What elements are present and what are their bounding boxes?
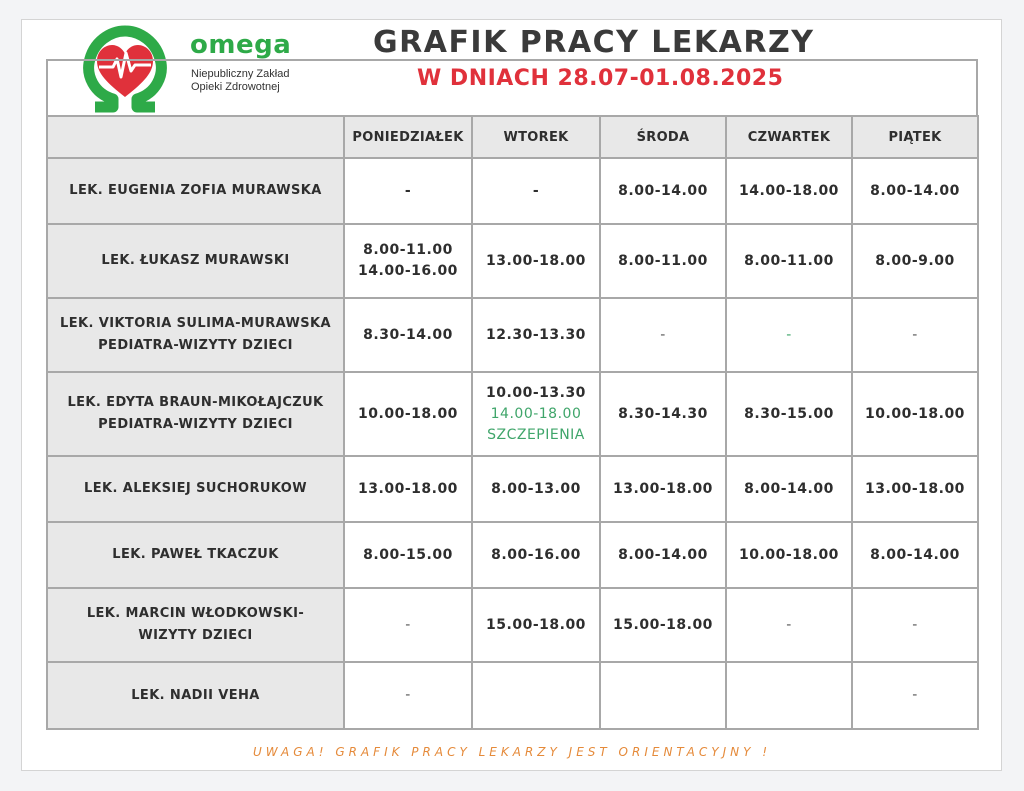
hours-text: 8.00-11.00: [363, 242, 453, 258]
day-header: PIĄTEK: [852, 116, 978, 158]
hours-cell: [726, 588, 852, 662]
hours-cell: [600, 588, 726, 662]
doctor-name-line: LEK. ALEKSIEJ SUCHORUKOW: [84, 481, 307, 496]
day-header: WTOREK: [472, 116, 600, 158]
hours-cell: [600, 224, 726, 298]
hours-cell: [600, 298, 726, 372]
doctor-name-line: PEDIATRA-WIZYTY DZIECI: [98, 417, 293, 432]
hours-text: 10.00-18.00: [739, 546, 839, 563]
doctor-row: [47, 224, 978, 298]
hours-text: 8.00-14.00: [618, 546, 708, 563]
hours-text: 8.00-14.00: [870, 546, 960, 563]
hours-cell: [726, 372, 852, 456]
hours-text: -: [912, 616, 918, 633]
hours-cell: [852, 588, 978, 662]
hours-text: 10.00-13.30: [486, 384, 586, 401]
hours-text: 8.00-11.00: [618, 252, 708, 269]
hours-cell: [472, 224, 600, 298]
doctor-name-line: LEK. EDYTA BRAUN-MIKOŁAJCZUK: [67, 395, 324, 410]
hours-text: -: [912, 687, 918, 703]
doctor-name-cell: [47, 456, 344, 522]
hours-cell: [726, 298, 852, 372]
doctor-name-cell: [47, 298, 344, 372]
date-range-subtitle: W DNIACH 28.07-01.08.2025: [417, 66, 784, 91]
doctor-row: [47, 158, 978, 224]
hours-text: 14.00-16.00: [358, 263, 458, 279]
doctor-name-cell: [47, 158, 344, 224]
doctor-name-cell: [47, 588, 344, 662]
brand-subtitle-line1: Niepubliczny Zakład: [191, 68, 290, 80]
hours-text: 8.00-14.00: [618, 182, 708, 199]
hours-text: 15.00-18.00: [486, 616, 586, 633]
hours-text: 8.00-16.00: [491, 546, 581, 563]
hours-text: 8.00-14.00: [744, 480, 834, 497]
hours-text: 8.00-13.00: [491, 480, 581, 497]
hours-cell: [344, 158, 472, 224]
brand-name: omega: [190, 30, 292, 60]
doctor-name-line: LEK. VIKTORIA SULIMA-MURAWSKA: [60, 316, 331, 331]
vaccination-hours: 14.00-18.00: [490, 405, 582, 422]
hours-text: -: [532, 182, 540, 199]
page-title: GRAFIK PRACY LEKARZY: [373, 25, 815, 60]
vaccination-hours: SZCZEPIENIA: [487, 426, 585, 443]
hours-cell: [472, 456, 600, 522]
hours-text: 14.00-18.00: [739, 182, 839, 199]
hours-text: 10.00-18.00: [358, 405, 458, 422]
hours-cell: [600, 372, 726, 456]
hours-cell: [852, 522, 978, 588]
doctor-row: [47, 522, 978, 588]
hours-text: 8.00-9.00: [875, 252, 955, 269]
hours-cell: [852, 662, 978, 729]
hours-cell: [344, 588, 472, 662]
doctor-row: [47, 372, 978, 456]
doctor-row: [47, 662, 978, 729]
hours-cell: [472, 372, 600, 456]
hours-cell: [852, 158, 978, 224]
hours-text: 8.30-14.00: [363, 326, 453, 343]
hours-cell: [726, 158, 852, 224]
hours-cell: [472, 588, 600, 662]
hours-text: 8.00-14.00: [870, 182, 960, 199]
doctor-row: [47, 456, 978, 522]
doctor-name-cell: [47, 372, 344, 456]
hours-text: -: [786, 616, 792, 633]
day-header: CZWARTEK: [726, 116, 852, 158]
hours-cell: [726, 224, 852, 298]
hours-cell: [600, 158, 726, 224]
hours-cell: [472, 158, 600, 224]
hours-cell: [852, 372, 978, 456]
hours-text: -: [660, 326, 666, 343]
table-corner-cell: [47, 116, 344, 158]
day-header: ŚRODA: [600, 116, 726, 158]
hours-cell: [472, 662, 600, 729]
day-header: PONIEDZIAŁEK: [344, 116, 472, 158]
hours-text: 13.00-18.00: [358, 480, 458, 497]
hours-cell: [600, 522, 726, 588]
hours-text: -: [405, 687, 411, 703]
doctor-name-line: LEK. EUGENIA ZOFIA MURAWSKA: [69, 183, 322, 198]
doctor-name-cell: [47, 224, 344, 298]
doctor-row: [47, 588, 978, 662]
hours-text: 8.30-14.30: [618, 405, 708, 422]
hours-text: 13.00-18.00: [613, 480, 713, 497]
hours-cell: [344, 372, 472, 456]
hours-cell: [852, 456, 978, 522]
doctor-name-line: LEK. ŁUKASZ MURAWSKI: [101, 253, 290, 268]
hours-cell: [472, 298, 600, 372]
hours-cell: [600, 662, 726, 729]
hours-cell: [344, 662, 472, 729]
hours-text: 8.30-15.00: [744, 405, 834, 422]
doctor-name-cell: [47, 522, 344, 588]
hours-text: 15.00-18.00: [613, 616, 713, 633]
hours-text: 8.00-15.00: [363, 546, 453, 563]
doctor-name-line: LEK. NADII VEHA: [131, 687, 260, 703]
doctor-row: [47, 298, 978, 372]
hours-text: -: [912, 326, 918, 343]
doctor-name-line: WIZYTY DZIECI: [138, 628, 253, 643]
hours-text: 12.30-13.30: [486, 326, 586, 343]
table-header-row: [47, 116, 978, 158]
hours-cell: [344, 224, 472, 298]
hours-cell: [852, 224, 978, 298]
hours-text: -: [404, 182, 412, 199]
hours-cell: [344, 522, 472, 588]
doctor-name-line: LEK. MARCIN WŁODKOWSKI-: [86, 606, 305, 621]
hours-text: -: [405, 616, 411, 633]
hours-text: 13.00-18.00: [486, 252, 586, 269]
hours-cell: [344, 456, 472, 522]
brand-subtitle-line2: Opieki Zdrowotnej: [191, 81, 280, 93]
doctor-name-line: LEK. PAWEŁ TKACZUK: [112, 547, 279, 562]
disclaimer-note: UWAGA! GRAFIK PRACY LEKARZY JEST ORIENTACYJNY !: [252, 745, 772, 759]
hours-text: 8.00-11.00: [744, 252, 834, 269]
schedule-table: [46, 115, 979, 730]
hours-cell: [600, 456, 726, 522]
hours-text: 13.00-18.00: [865, 480, 965, 497]
hours-cell: [726, 456, 852, 522]
doctor-name-line: PEDIATRA-WIZYTY DZIECI: [98, 338, 293, 353]
hours-cell: [852, 298, 978, 372]
hours-cell: [726, 662, 852, 729]
doctor-name-cell: [47, 662, 344, 729]
hours-cell: [472, 522, 600, 588]
vaccination-hours: -: [786, 326, 792, 343]
hours-cell: [344, 298, 472, 372]
hours-text: 10.00-18.00: [865, 405, 965, 422]
hours-cell: [726, 522, 852, 588]
